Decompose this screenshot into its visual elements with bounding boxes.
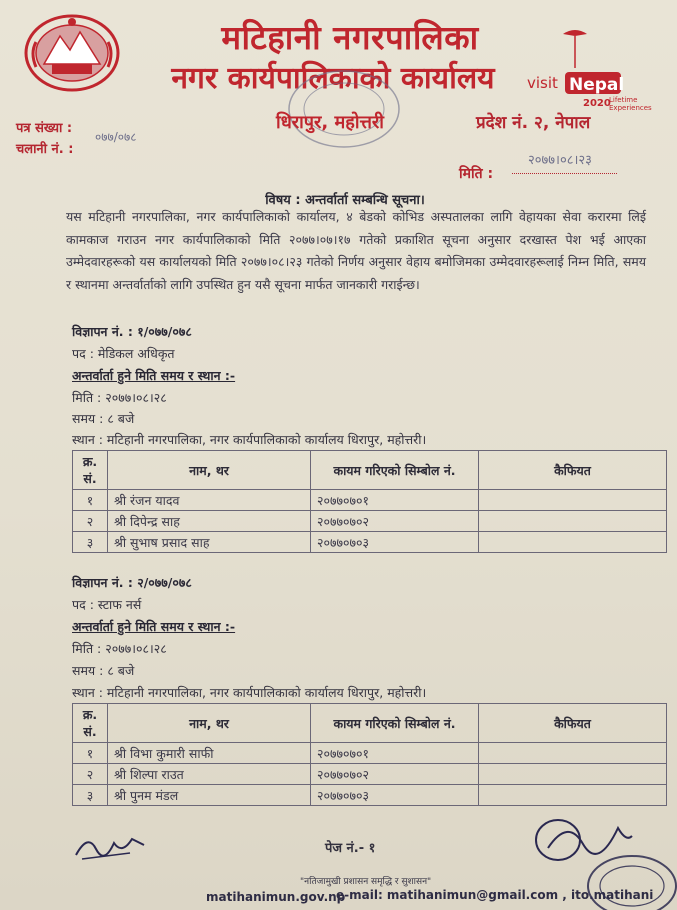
section2-place: स्थान : मटिहानी नगरपालिका, नगर कार्यपालिकाको कार्यालय धिरापुर, महोत्तरी। <box>72 685 427 700</box>
cell-sn: ३ <box>73 785 108 806</box>
cell-name: श्री दिपेन्द्र साह <box>108 511 311 532</box>
header-name: नाम, थर <box>108 451 311 490</box>
cell-symbol: २०७७०७०२ <box>311 764 479 785</box>
notice-body: यस मटिहानी नगरपालिका, नगर कार्यपालिकाको कार्यालय, ४ बेडको कोभिड अस्पतालका लागि वेहायका सेवा करारमा लिई कामकाज गराउन नगर कार्यपालिकाको मिति २०७७।०७।१७ गतेको प्रकाशित सूचना अनुसार दरखास्त पेश भई आएका उम्मेदवारहरूको यस कार्यालयको मिति २०७७।०८।२३ गतेको निर्णय अनुसार वेहाय बमोजिमका उम्मेदवारहरूलाई निम्न मिति, समय र स्थानमा अन्तर्वार्ताको लागि उपस्थित हुन यसै सूचना मार्फत जानकारी गराईन्छ। <box>66 209 646 292</box>
section2-ad-no: विज्ञापन नं. : २/०७७/०७८ <box>72 575 192 590</box>
chalani-label: चलानी नं. : <box>16 142 74 157</box>
svg-text:visit: visit <box>527 74 558 92</box>
section1-date: मिति : २०७७।०८।२८ <box>72 390 167 405</box>
header-name: नाम, थर <box>108 704 311 743</box>
candidate-table-1 <box>72 450 667 553</box>
visit-nepal-logo <box>523 28 668 114</box>
patra-label: पत्र संख्या : <box>16 121 73 136</box>
table-header-row <box>73 451 667 490</box>
cell-name: श्री विभा कुमारी साफी <box>108 743 311 764</box>
cell-symbol: २०७७०७०१ <box>311 743 479 764</box>
footer-email: e-mail: matihanimun@gmail.com , ito.matihani <box>336 888 654 902</box>
cell-symbol: २०७७०७०१ <box>311 490 479 511</box>
cell-symbol: २०७७०७०३ <box>311 532 479 553</box>
table-row <box>73 532 667 553</box>
svg-text:Nepal: Nepal <box>569 75 625 95</box>
cell-remarks <box>479 785 667 806</box>
table-row <box>73 490 667 511</box>
header-remarks: कैफियत <box>479 704 667 743</box>
cell-name: श्री शिल्पा राउत <box>108 764 311 785</box>
cell-remarks <box>479 532 667 553</box>
header-sn: क्र. सं. <box>73 704 108 743</box>
header-sn: क्र. सं. <box>73 451 108 490</box>
cell-remarks <box>479 764 667 785</box>
left-signature <box>70 825 150 865</box>
svg-text:2020: 2020 <box>583 98 611 109</box>
patra-value: ०७७/०७८ <box>95 130 137 144</box>
cell-name: श्री सुभाष प्रसाद साह <box>108 532 311 553</box>
section2-post: पद : स्टाफ नर्स <box>72 597 142 612</box>
svg-text:Experiences: Experiences <box>609 104 652 112</box>
office-stamp <box>284 66 404 152</box>
cell-name: श्री पुनम मंडल <box>108 785 311 806</box>
cell-sn: १ <box>73 490 108 511</box>
footer-website: matihanimun.gov.np <box>206 890 346 904</box>
section1-ad-no: विज्ञापन नं. : १/०७७/०७८ <box>72 324 192 339</box>
section1-post: पद : मेडिकल अधिकृत <box>72 346 175 361</box>
cell-sn: १ <box>73 743 108 764</box>
table-row <box>73 511 667 532</box>
section2-interview-heading: अन्तर्वार्ता हुने मिति समय र स्थान :- <box>72 619 236 634</box>
header-symbol: कायम गरिएको सिम्बोल नं. <box>311 451 479 490</box>
cell-sn: २ <box>73 764 108 785</box>
office-location: धिरापुर, महोत्तरी <box>276 112 384 133</box>
section1-place: स्थान : मटिहानी नगरपालिका, नगर कार्यपालिकाको कार्यालय धिरापुर, महोत्तरी। <box>72 432 427 447</box>
date-value: २०७७।०८।२३ <box>528 153 592 168</box>
cell-symbol: २०७७०७०२ <box>311 511 479 532</box>
date-label: मिति : <box>459 166 494 182</box>
section1-time: समय : ८ बजे <box>72 411 135 426</box>
cell-name: श्री रंजन यादव <box>108 490 311 511</box>
cell-sn: ३ <box>73 532 108 553</box>
municipality-emblem-icon <box>22 12 122 94</box>
header-symbol: कायम गरिएको सिम्बोल नं. <box>311 704 479 743</box>
date-dotted-line <box>512 173 617 174</box>
candidate-table-2 <box>72 703 667 806</box>
section2-date: मिति : २०७७।०८।२८ <box>72 641 167 656</box>
letterhead-title: मटिहानी नगरपालिका <box>221 18 479 57</box>
table-header-row <box>73 704 667 743</box>
letterhead-subtitle: नगर कार्यपालिकाको कार्यालय <box>171 61 495 96</box>
province-label: प्रदेश नं. २, नेपाल <box>476 113 591 133</box>
cell-symbol: २०७७०७०३ <box>311 785 479 806</box>
table-row <box>73 764 667 785</box>
cell-remarks <box>479 511 667 532</box>
section2-time: समय : ८ बजे <box>72 663 135 678</box>
section1-interview-heading: अन्तर्वार्ता हुने मिति समय र स्थान :- <box>72 368 236 383</box>
page-number: पेज नं.- १ <box>325 841 376 856</box>
round-office-stamp <box>582 852 677 910</box>
cell-remarks <box>479 490 667 511</box>
svg-text:Lifetime: Lifetime <box>609 96 638 104</box>
cell-sn: २ <box>73 511 108 532</box>
footer-motto: "नतिजामुखी प्रशासन समृद्धि र सुशासन" <box>300 877 432 887</box>
table-row <box>73 743 667 764</box>
header-remarks: कैफियत <box>479 451 667 490</box>
notice-subject: विषय : अन्तर्वार्ता सम्बन्धि सूचना। <box>265 193 425 208</box>
cell-remarks <box>479 743 667 764</box>
table-row <box>73 785 667 806</box>
